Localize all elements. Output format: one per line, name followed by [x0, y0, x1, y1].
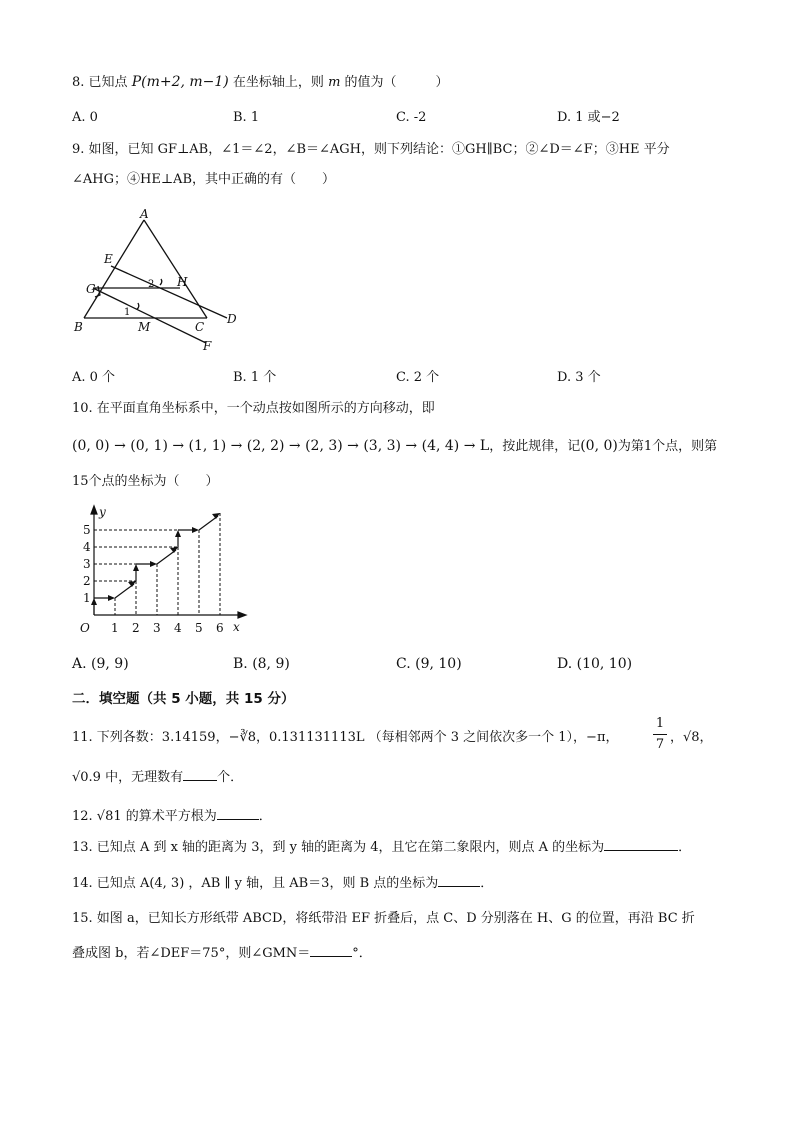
- q8-var: m: [328, 75, 341, 90]
- q8-stem-end: 的值为（ ）: [344, 75, 449, 90]
- q10-x-tick-4: 4: [174, 621, 182, 635]
- q10-x-tick-3: 3: [153, 621, 161, 635]
- q14-post: ．: [480, 876, 494, 891]
- q10-option-b: B. (8, 9): [233, 656, 290, 672]
- q15-line2-pre: 叠成图 b，若∠DEF＝75°，则∠GMN＝: [72, 946, 311, 961]
- q15-answer-blank[interactable]: [310, 942, 352, 957]
- q9-label-f: F: [203, 339, 212, 353]
- q15-line2-post: °．: [352, 946, 372, 961]
- q10-line1: 10. 在平面直角坐标系中，一个动点按如图所示的方向移动，即: [72, 401, 435, 416]
- q14-line: [72, 872, 493, 894]
- q12-post: ．: [258, 809, 272, 824]
- q11-frac-bar: [653, 734, 667, 735]
- q10-seq-tail-b: 为第1个点，则第: [617, 439, 718, 454]
- q9-option-d: D. 3 个: [557, 370, 601, 385]
- q10-x-tick-6: 6: [216, 621, 224, 635]
- q9-label-c: C: [195, 320, 205, 334]
- q11-line2: [72, 766, 243, 788]
- q8-stem-pre: 8. 已知点: [72, 75, 128, 90]
- q9-label-b: B: [74, 320, 83, 334]
- q10-y-tick-1: 1: [83, 591, 91, 605]
- q9-label-1: 1: [124, 307, 131, 318]
- q9-label-a: A: [140, 207, 149, 221]
- q15-line2: [72, 942, 372, 964]
- q10-y-tick-5: 5: [83, 523, 91, 537]
- q11-line1-text: 11. 下列各数：3.14159，−∛8，0.131131113L （每相邻两个 3 之间依次多一个 1），−π，: [72, 730, 619, 745]
- q9-label-2: 2: [148, 279, 155, 290]
- q10-option-a: A. (9, 9): [72, 656, 129, 672]
- q10-sequence: (0, 0) → (0, 1) → (1, 1) → (2, 2) → (2, 3) → (3, 3) → (4, 4) → L: [72, 438, 490, 454]
- q10-y-tick-2: 2: [83, 574, 91, 588]
- q11-frac-den: 7: [655, 737, 665, 752]
- q14-pre: 14. 已知点 A(4, 3) ，AB ∥ y 轴，且 AB＝3，则 B 点的坐标为: [72, 876, 439, 891]
- q9-label-d: D: [227, 312, 237, 326]
- q11-line2-post: 个．: [217, 770, 244, 785]
- q9-option-b: B. 1 个: [233, 370, 277, 385]
- q8-stem: [72, 72, 449, 93]
- q12-pre: 12. √81 的算术平方根为: [72, 809, 217, 824]
- q8-option-d: D. 1 或−2: [557, 110, 620, 125]
- q10-x-tick-1: 1: [111, 621, 119, 635]
- q11-frac-num: 1: [655, 716, 665, 731]
- q12-answer-blank[interactable]: [217, 805, 259, 820]
- q8-stem-post: 在坐标轴上，则: [232, 75, 324, 90]
- q11-line1: [72, 728, 619, 748]
- q13-line: [72, 836, 691, 858]
- q10-x-tick-2: 2: [132, 621, 140, 635]
- q10-x-tick-5: 5: [195, 621, 203, 635]
- q11-answer-blank[interactable]: [183, 766, 217, 781]
- q8-option-c: C. -2: [396, 110, 427, 125]
- q10-line3: 15个点的坐标为（ ）: [72, 474, 219, 489]
- q8-point: P(m+2, m−1): [131, 74, 229, 90]
- q13-pre: 13. 已知点 A 到 x 轴的距离为 3，到 y 轴的距离为 4，且它在第二象限内，则点 A 的坐标为: [72, 840, 605, 855]
- q10-option-d: D. (10, 10): [557, 656, 633, 672]
- q9-label-h: H: [177, 275, 188, 289]
- q13-answer-blank[interactable]: [604, 836, 678, 851]
- q10-y-tick-4: 4: [83, 540, 91, 554]
- q10-option-c: C. (9, 10): [396, 656, 462, 672]
- q9-option-c: C. 2 个: [396, 370, 440, 385]
- q12-line: [72, 805, 272, 827]
- q10-sequence-line: [72, 436, 717, 457]
- q10-graph: [70, 502, 255, 642]
- q9-label-e: E: [104, 252, 113, 266]
- q13-post: ．: [678, 840, 692, 855]
- q14-answer-blank[interactable]: [438, 872, 480, 887]
- q11-line2-pre: √0.9 中，无理数有: [72, 770, 184, 785]
- q8-option-b: B. 1: [233, 110, 260, 125]
- q8-option-a: A. 0: [72, 110, 98, 125]
- q10-seq-origin: (0, 0): [580, 438, 618, 454]
- q11-line1-tail: ，√8，: [670, 730, 713, 745]
- q9-label-g: G: [86, 282, 96, 296]
- section-2-title: 二．填空题（共 5 小题，共 15 分）: [72, 691, 295, 707]
- q10-x-label: x: [233, 620, 240, 634]
- q10-y-tick-3: 3: [83, 557, 91, 571]
- q9-option-a: A. 0 个: [72, 370, 116, 385]
- q9-line1: 9. 如图，已知 GF⊥AB，∠1＝∠2，∠B＝∠AGH，则下列结论：①GH∥BC；②∠D＝∠F；③HE 平分: [72, 142, 670, 157]
- q9-line2: ∠AHG；④HE⊥AB，其中正确的有（ ）: [72, 172, 335, 187]
- q9-figure: [70, 205, 250, 355]
- q15-line1: 15. 如图 a，已知长方形纸带 ABCD，将纸带沿 EF 折叠后，点 C、D 分别落在 H、G 的位置，再沿 BC 折: [72, 911, 695, 926]
- q10-y-label: y: [99, 505, 106, 519]
- q10-seq-tail-a: ，按此规律，记: [489, 439, 581, 454]
- q11-fraction: [652, 716, 668, 753]
- q10-origin: O: [80, 621, 90, 635]
- q9-label-m: M: [138, 320, 151, 334]
